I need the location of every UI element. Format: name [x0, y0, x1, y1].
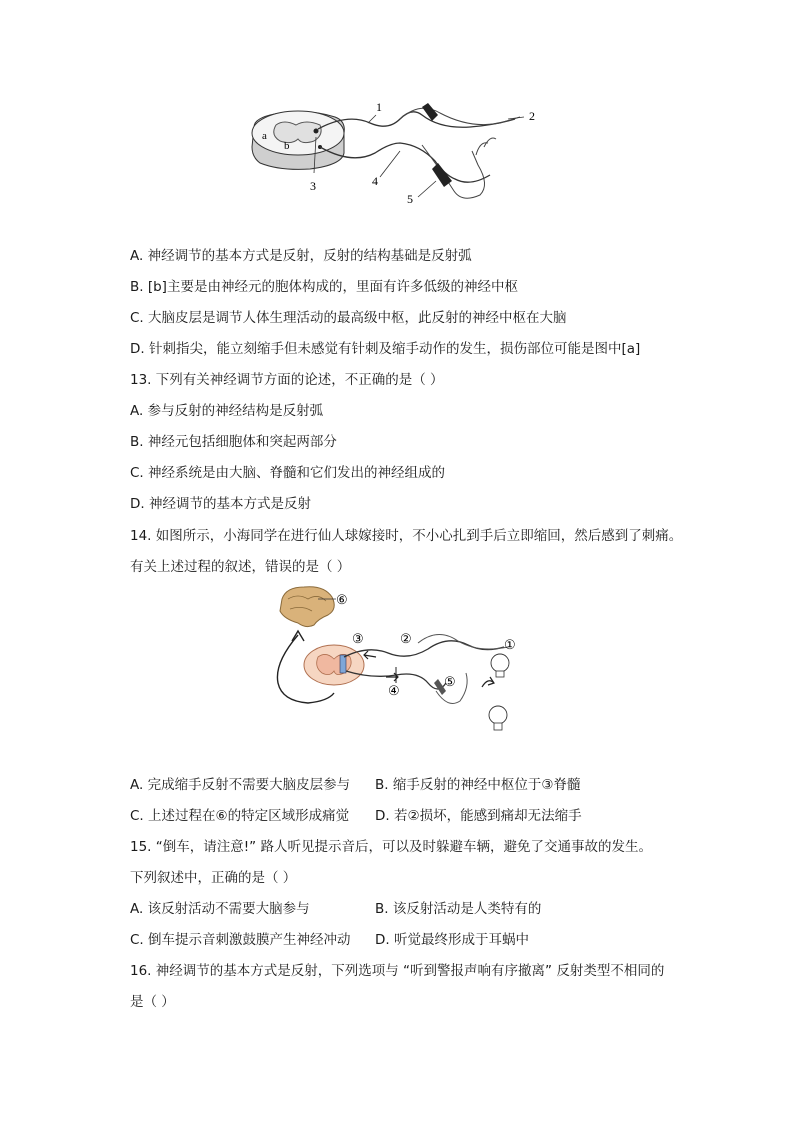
- motor-nerve: [320, 143, 490, 182]
- q12-option-b: B. [b]主要是由神经元的胞体构成的，里面有许多低级的神经中枢: [130, 279, 518, 295]
- neuron-body: [314, 129, 319, 134]
- q13-stem: 13. 下列有关神经调节方面的论述，不正确的是（ ）: [130, 372, 444, 388]
- interneuron: [340, 655, 346, 673]
- figure-cactus-reflex: [268, 583, 530, 738]
- q15-option-b: B. 该反射活动是人类特有的: [375, 901, 542, 917]
- q13-option-a: A. 参与反射的神经结构是反射弧: [130, 403, 324, 419]
- q14-option-c: C. 上述过程在⑥的特定区域形成痛觉: [130, 808, 350, 824]
- label-5: 5: [407, 192, 413, 206]
- q14-option-d: D. 若②损坏，能感到痛却无法缩手: [375, 808, 582, 824]
- label-2: 2: [529, 109, 535, 123]
- q15-option-a: A. 该反射活动不需要大脑参与: [130, 901, 310, 917]
- label-circle-2: ②: [400, 631, 412, 646]
- q15-stem-line1: 15. “倒车，请注意!” 路人听见提示音后，可以及时躲避车辆，避免了交通事故的发生。: [130, 839, 652, 855]
- label-4: 4: [372, 174, 378, 188]
- q12-option-a: A. 神经调节的基本方式是反射，反射的结构基础是反射弧: [130, 248, 472, 264]
- label-3: 3: [310, 179, 316, 193]
- label-6: ⑥: [336, 592, 348, 607]
- q14-option-a: A. 完成缩手反射不需要大脑皮层参与: [130, 777, 351, 793]
- sensory-nerve: [318, 112, 515, 129]
- label-circle-3: ③: [352, 631, 364, 646]
- q16-stem-line1: 16. 神经调节的基本方式是反射，下列选项与 “听到警报声响有序撤离” 反射类型不相同的: [130, 963, 665, 979]
- figure-reflex-arc: [240, 95, 550, 213]
- q13-option-d: D. 神经调节的基本方式是反射: [130, 496, 311, 512]
- muscle-upper: [422, 103, 438, 121]
- hand-fingers: [476, 138, 496, 155]
- q13-option-c: C. 神经系统是由大脑、脊髓和它们发出的神经组成的: [130, 465, 446, 481]
- q14-option-b: B. 缩手反射的神经中枢位于③脊髓: [375, 777, 581, 793]
- arm-lower-outline: [422, 145, 485, 198]
- q12-option-c: C. 大脑皮层是调节人体生理活动的最高级中枢，此反射的神经中枢在大脑: [130, 310, 567, 326]
- pointer-5: [418, 181, 436, 197]
- q15-stem-line2: 下列叙述中，正确的是（ ）: [130, 870, 297, 886]
- label-1: 1: [376, 100, 382, 114]
- q14-stem-line1: 14. 如图所示，小海同学在进行仙人球嫁接时，不小心扎到手后立即缩回，然后感到了刺痛。: [130, 528, 683, 544]
- q12-option-d: D. 针刺指尖，能立刻缩手但未感觉有针刺及缩手动作的发生，损伤部位可能是图中[a]: [130, 341, 641, 357]
- reflex-arc-svg: [240, 95, 550, 213]
- q14-stem-line2: 有关上述过程的叙述，错误的是（ ）: [130, 559, 351, 575]
- label-circle-1: ①: [504, 637, 516, 652]
- cactus-top: [491, 654, 509, 672]
- pointer-4: [380, 151, 400, 177]
- cactus-bottom: [489, 706, 507, 724]
- label-circle-5: ⑤: [444, 674, 456, 689]
- q13-option-b: B. 神经元包括细胞体和突起两部分: [130, 434, 337, 450]
- label-b: b: [284, 140, 290, 152]
- q16-stem-line2: 是（ ）: [130, 994, 175, 1010]
- brain: [280, 587, 334, 627]
- arrow-in: [364, 651, 376, 659]
- pointer-1: [368, 115, 376, 123]
- cactus-reflex-svg: [268, 583, 530, 738]
- withdraw-arrow: [482, 677, 494, 687]
- cactus-bottom-pot: [494, 723, 502, 730]
- arm-upper-outline: [400, 108, 520, 124]
- q15-option-c: C. 倒车提示音刺激鼓膜产生神经冲动: [130, 932, 351, 948]
- cactus-top-pot: [496, 671, 504, 677]
- label-circle-4: ④: [388, 683, 400, 698]
- label-a: a: [262, 130, 267, 142]
- q15-option-d: D. 听觉最终形成于耳蜗中: [375, 932, 529, 948]
